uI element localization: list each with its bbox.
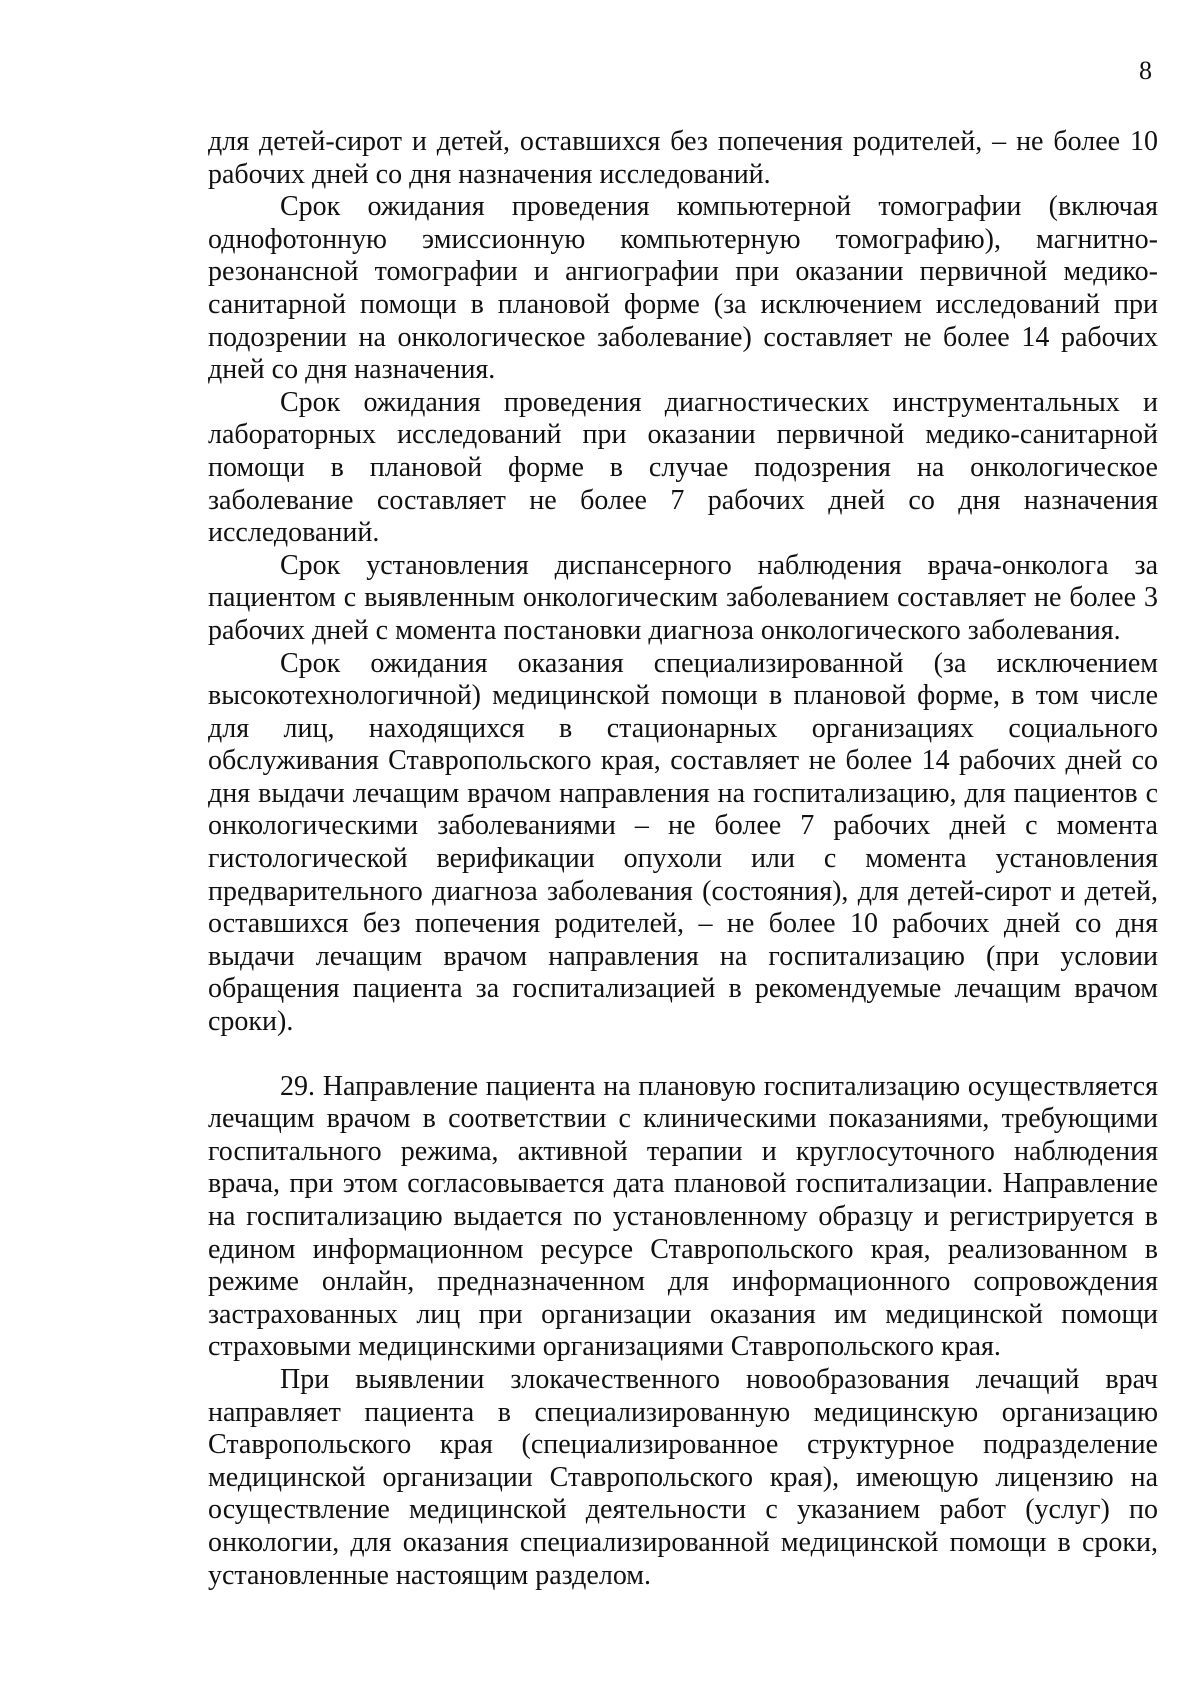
paragraph-section-29: 29. Направление пациента на плановую госпитализацию осуществляется лечащим врачом в соответствии с клиническими показаниями, требующими госпитального режима, активной терапии и круглосуточного наблюдения врача, при этом согласовывается дата плановой госпитализации. Направление на госпитализацию выдается по установленному образцу и регистрируется в едином информационном ресурсе Ставропольского края, реализованном в режиме онлайн, предназначенном для информационного сопровождения застрахованных лиц при организации оказания им медицинской помощи страховыми медицинскими организациями Ставропольского края.: [208, 1070, 1158, 1363]
paragraph-specialized-care-waiting: Срок ожидания оказания специализированной (за исключением высокотехнологичной) медицинской помощи в плановой форме, в том числе для лиц, находящихся в стационарных организациях социального обслуживания Ставропольского края, составляет не более 14 рабочих дней со дня выдачи лечащим врачом направления на госпитализацию, для пациентов с онкологическими заболеваниями – не более 7 рабочих дней с момента гистологической верификации опухоли или с момента установления предварительного диагноза заболевания (состояния), для детей-сирот и детей, оставшихся без попечения родителей, – не более 10 рабочих дней со дня выдачи лечащим врачом направления на госпитализацию (при условии обращения пациента за госпитализацией в рекомендуемые лечащим врачом сроки).: [208, 647, 1158, 1038]
paragraph-diagnostic-waiting: Срок ожидания проведения диагностических инструментальных и лабораторных исследований при оказании первичной медико-санитарной помощи в плановой форме в случае подозрения на онкологическое заболевание составляет не более 7 рабочих дней со дня назначения исследований.: [208, 386, 1158, 549]
paragraph-malignancy-referral: При выявлении злокачественного новообразования лечащий врач направляет пациента в специализированную медицинскую организацию Ставропольского края (специализированное структурное подразделение медицинской организации Ставропольского края), имеющую лицензию на осуществление медицинской деятельности с указанием работ (услуг) по онкологии, для оказания специализированной медицинской помощи в сроки, установленные настоящим разделом.: [208, 1363, 1158, 1591]
page-number: 8: [1139, 56, 1152, 85]
document-body: [208, 126, 1158, 1592]
paragraph-continuation: для детей-сирот и детей, оставшихся без попечения родителей, – не более 10 рабочих дней со дня назначения исследований.: [208, 126, 1158, 190]
paragraph-dispensary-observation: Срок установления диспансерного наблюдения врача-онколога за пациентом с выявленным онкологическим заболеванием составляет не более 3 рабочих дней с момента постановки диагноза онкологического заболевания.: [208, 549, 1158, 646]
paragraph-ct-mri-waiting: Срок ожидания проведения компьютерной томографии (включая однофотонную эмиссионную компьютерную томографию), магнитно-резонансной томографии и ангиографии при оказании первичной медико-санитарной помощи в плановой форме (за исключением исследований при подозрении на онкологическое заболевание) составляет не более 14 рабочих дней со дня назначения.: [208, 191, 1158, 386]
